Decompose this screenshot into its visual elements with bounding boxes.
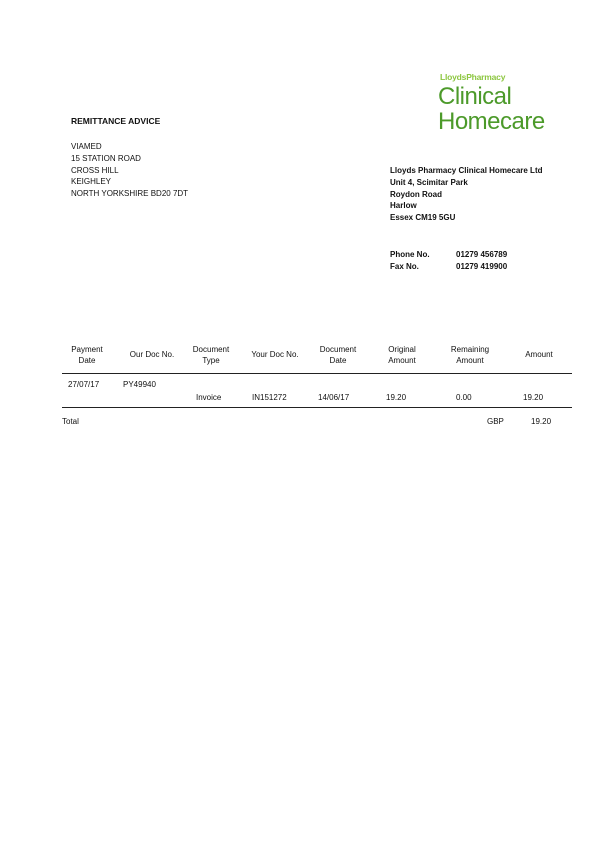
phone-label: Phone No. — [390, 250, 430, 259]
logo-clinical: Clinical — [438, 83, 512, 110]
header-text: Document — [319, 345, 357, 354]
header-original-amount — [374, 345, 430, 366]
recipient-line: VIAMED — [71, 142, 102, 151]
company-address — [390, 165, 543, 224]
recipient-address — [71, 141, 188, 200]
header-text: Document — [192, 345, 230, 354]
recipient-line: KEIGHLEY — [71, 177, 112, 187]
total-currency: GBP — [487, 417, 504, 426]
header-amount: Amount — [525, 350, 553, 359]
total-amount: 19.20 — [531, 417, 552, 426]
row-remaining-amount: 0.00 — [456, 393, 472, 402]
row-amount: 19.20 — [523, 393, 544, 402]
header-your-doc-no: Your Doc No. — [251, 350, 299, 359]
company-line: Essex CM19 5GU — [390, 213, 456, 223]
table-header-divider — [62, 373, 572, 374]
phone-value: 01279 456789 — [456, 250, 508, 259]
total-label: Total — [62, 417, 79, 426]
header-text: Payment — [71, 345, 103, 354]
row-document-date: 14/06/17 — [318, 393, 350, 402]
fax-value: 01279 419900 — [456, 262, 508, 271]
row-document-type: Invoice — [196, 393, 222, 402]
header-document-type — [184, 345, 238, 366]
company-line: Harlow — [390, 201, 417, 211]
header-text: Remaining — [450, 345, 490, 354]
header-text: Date — [78, 355, 96, 365]
header-text: Original — [388, 345, 416, 354]
header-text: Amount — [388, 355, 416, 365]
header-text: Amount — [456, 355, 484, 365]
row-original-amount: 19.20 — [386, 393, 407, 402]
header-text: Date — [329, 355, 347, 365]
recipient-line: CROSS HILL — [71, 165, 119, 175]
header-our-doc-no: Our Doc No. — [129, 350, 175, 359]
document-title: REMITTANCE ADVICE — [71, 116, 161, 126]
company-line: Lloyds Pharmacy Clinical Homecare Ltd — [390, 166, 543, 175]
logo-homecare: Homecare — [438, 108, 545, 135]
header-remaining-amount — [440, 345, 500, 366]
header-payment-date — [62, 345, 112, 366]
recipient-line: NORTH YORKSHIRE BD20 7DT — [71, 189, 189, 199]
table-row-divider — [62, 407, 572, 408]
header-document-date — [310, 345, 366, 366]
phone-row — [390, 250, 507, 259]
fax-row — [390, 262, 507, 271]
logo-brand: LloydsPharmacy — [440, 72, 506, 82]
fax-label: Fax No. — [390, 262, 419, 271]
recipient-line: 15 STATION ROAD — [71, 153, 141, 163]
company-line: Unit 4, Scimitar Park — [390, 177, 468, 187]
our-doc-no: PY49940 — [123, 380, 156, 389]
row-your-doc-no: IN151272 — [252, 393, 287, 402]
payment-date: 27/07/17 — [68, 380, 100, 389]
company-line: Roydon Road — [390, 189, 442, 199]
header-text: Type — [202, 355, 220, 365]
